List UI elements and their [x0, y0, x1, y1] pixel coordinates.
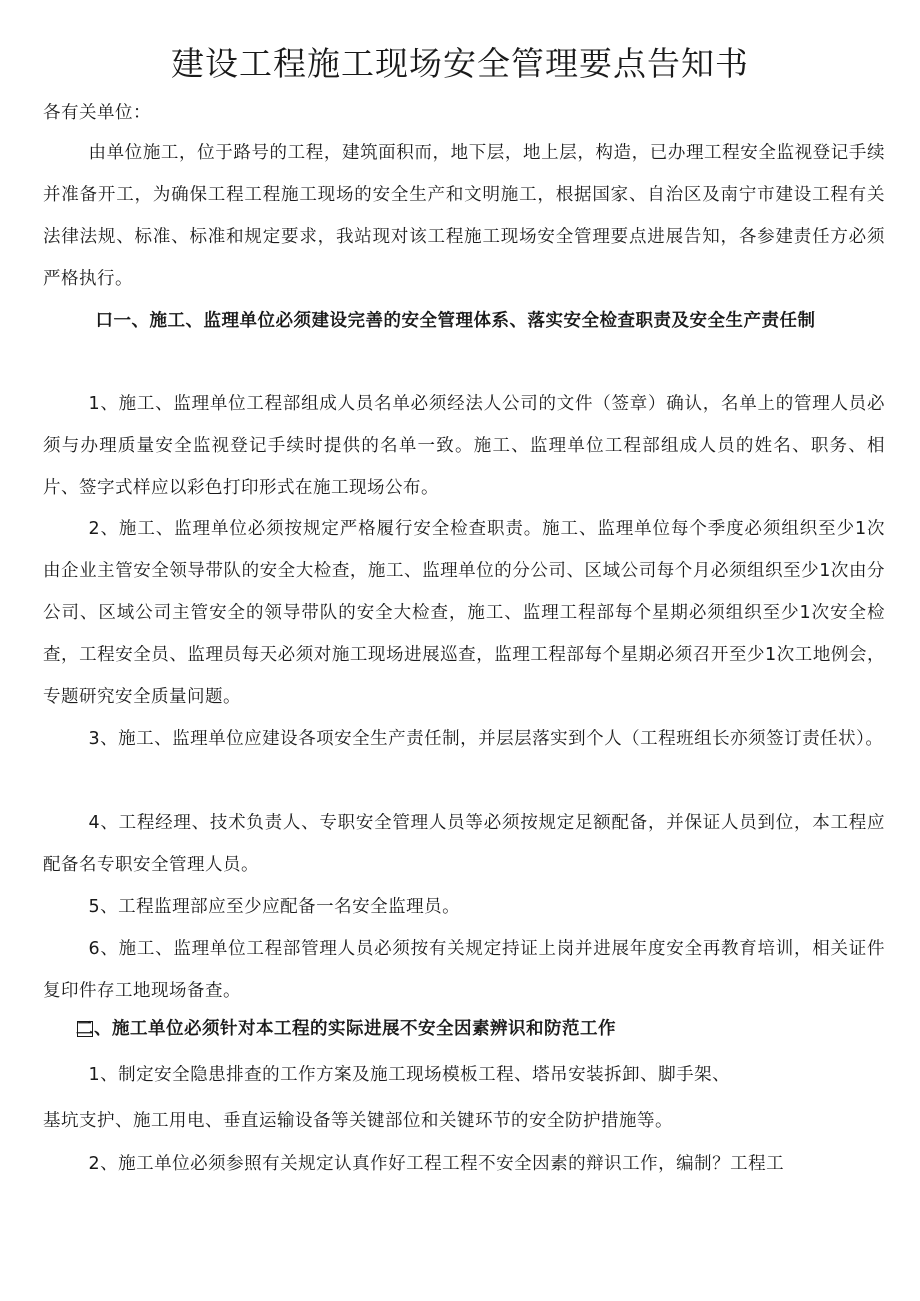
section-1-heading: 口一、施工、监理单位必须建设完善的安全管理体系、落实安全检查职责及安全生产责任制 — [95, 311, 816, 331]
section-1-item-6: 6、施工、监理单位工程部管理人员必须按有关规定持证上岗并进展年度安全再教育培训，相关证件复印件存工地现场备查。 — [43, 939, 885, 1001]
document-title: 建设工程施工现场安全管理要点告知书 — [171, 44, 749, 83]
section-1-item-1: 1、施工、监理单位工程部组成人员名单必须经法人公司的文件（签章）确认，名单上的管理人员必须与办理质量安全监视登记手续时提供的名单一致。施工、监理单位工程部组成人员的姓名、职务、相片、签字式样应以彩色打印形式在施工现场公布。 — [43, 394, 885, 498]
section-2-item-1-line-1: 1、制定安全隐患排查的工作方案及施工现场模板工程、塔吊安装拆卸、脚手架、 — [88, 1065, 731, 1085]
section-2-item-2: 2、施工单位必须参照有关规定认真作好工程工程不安全因素的辩识工作，编制？工程工 — [88, 1154, 785, 1174]
salutation: 各有关单位： — [43, 103, 151, 123]
section-2-item-1-line-2: 基坑支护、施工用电、垂直运输设备等关键部位和关键环节的安全防护措施等。 — [43, 1111, 673, 1131]
section-1-item-3: 3、施工、监理单位应建设各项安全生产责任制，并层层落实到个人（工程班组长亦须签订责任状）。 — [88, 729, 884, 749]
intro-paragraph: 由单位施工，位于路号的工程，建筑面积而，地下层，地上层，构造，已办理工程安全监视登记手续并准备开工，为确保工程工程施工现场的安全生产和文明施工，根据国家、自治区及南宁市建设工程有关法律法规、标准、标准和规定要求，我站现对该工程施工现场安全管理要点进展告知，各参建责任方必须严格执行。 — [43, 143, 885, 289]
section-2-heading: 二、施工单位必须针对本工程的实际进展不安全因素辨识和防范工作 — [76, 1019, 616, 1039]
section-1-item-5: 5、工程监理部应至少应配备一名安全监理员。 — [88, 897, 461, 917]
section-1-item-2: 2、施工、监理单位必须按规定严格履行安全检查职责。施工、监理单位每个季度必须组织至少1次由企业主管安全领导带队的安全大检查，施工、监理单位的分公司、区域公司每个月必须组织至少1次由分公司、区域公司主管安全的领导带队的安全大检查，施工、监理工程部每个星期必须组织至少1次安全检查，工程安全员、监理员每天必须对施工现场进展巡查，监理工程部每个星期必须召开至少1次工地例会，专题研究安全质量问题。 — [43, 519, 885, 707]
section-1-item-4: 4、工程经理、技术负责人、专职安全管理人员等必须按规定足额配备，并保证人员到位，本工程应配备名专职安全管理人员。 — [43, 813, 885, 875]
